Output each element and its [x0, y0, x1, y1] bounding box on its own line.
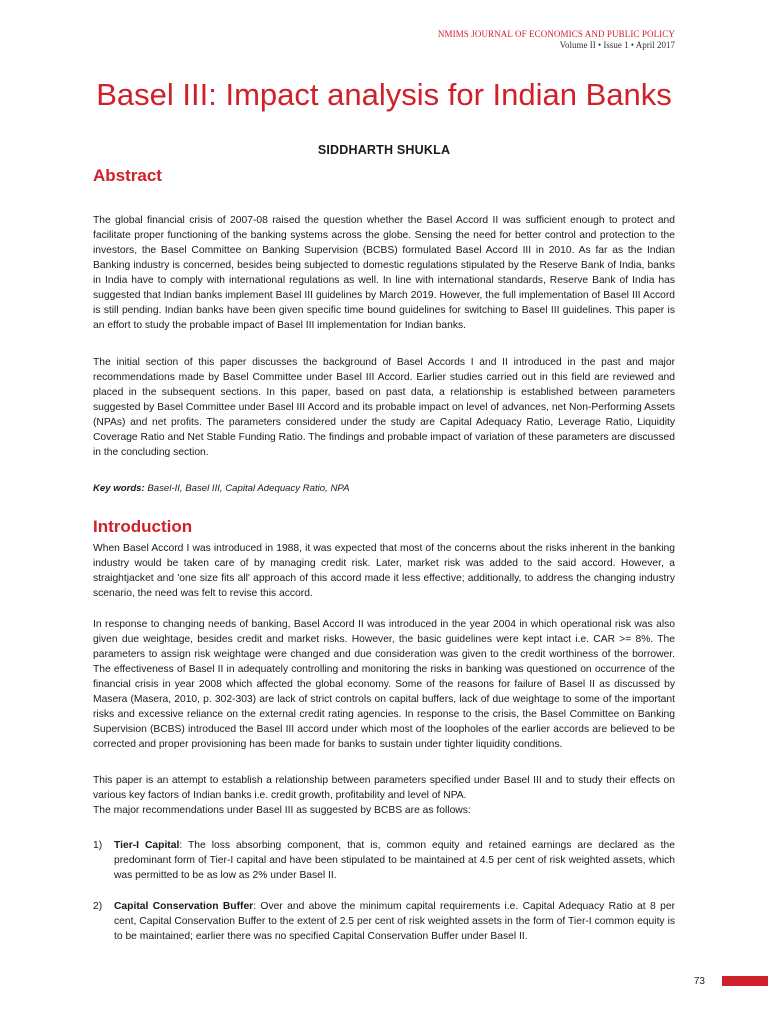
- list-item: [93, 899, 675, 944]
- abstract-section: [93, 166, 675, 186]
- list-item-text: : Over and above the minimum capital requirements i.e. Capital Adequacy Ratio at 8 per cent, Capital Conservation Buffer to the extent of 2.5 per cent of risk weighted assets in the form of Tier-I common equity is to be maintained; earlier there was no specified Capital Conservation Buffer under Basel II.: [114, 901, 675, 942]
- abstract-paragraph-2-container: [93, 355, 675, 460]
- abstract-paragraph: The initial section of this paper discusses the background of Basel Accords I and II introduced in the past and major recommendations made by Basel Committee under Basel III Accord. Earlier studies carried out in this field are reviewed and placed in the subsequent sections. In this paper, based on past data, a relationship is established between parameters suggested by Basel Committee under Basel III Accord and its probable impact on level of advances, net Non-Performing Assets (NPAs) and net profits. The parameters considered under the study are Capital Adequacy Ratio, Leverage Ratio, Liquidity Coverage Ratio and Net Stable Funding Ratio. The findings and probable impact of variation of these parameters are discussed in the concluding section.: [93, 357, 675, 458]
- journal-header: [438, 29, 675, 50]
- list-item-term: Capital Conservation Buffer: [114, 901, 254, 912]
- abstract-paragraph: The global financial crisis of 2007-08 raised the question whether the Basel Accord II was sufficient enough to protect and facilitate proper functioning of the banking systems across the globe. Sensing the need for better control and protection to the investors, the Basel Committee on Banking Supervision (BCBS) formulated Basel Accord III in 2010. As far as the Indian Banking industry is concerned, besides being subjected to domestic regulations stipulated by the Reserve Bank of India, banks in India have to comply with international regulations as well. In line with international standards, Reserve Bank of India has suggested that Indian banks implement Basel III guidelines by March 2019. However, the full implementation of Basel III Accord is still pending. Indian banks have been given specific time bound guidelines for switching to Basel III guidelines. This paper is an effort to study the probable impact of Basel III implementation for Indian banks.: [93, 215, 675, 331]
- paper-title: Basel III: Impact analysis for Indian Banks: [96, 77, 672, 112]
- intro-paragraph-2-container: [93, 617, 675, 752]
- list-item-number: 1): [93, 840, 103, 851]
- journal-issue-line: Volume II • Issue 1 • April 2017: [559, 40, 675, 50]
- keywords-label: Key words:: [93, 483, 145, 494]
- introduction-section: [93, 517, 675, 537]
- abstract-paragraph-1-container: [93, 213, 675, 333]
- footer-accent-bar: [722, 976, 768, 986]
- list-item-number: 2): [93, 901, 103, 912]
- intro-paragraph-3-container: [93, 773, 675, 818]
- page-number: 73: [693, 976, 705, 987]
- intro-paragraph-1-container: [93, 541, 675, 601]
- keywords-value: Basel-II, Basel III, Capital Adequacy Ratio, NPA: [147, 483, 350, 494]
- intro-paragraph: This paper is an attempt to establish a relationship between parameters specified under Basel III and to study their effects on various key factors of Indian banks i.e. credit growth, profitability and level of NPA.: [93, 775, 675, 801]
- keywords-line: [93, 483, 675, 494]
- list-item: [93, 838, 675, 883]
- intro-paragraph: The major recommendations under Basel III as suggested by BCBS are as follows:: [93, 805, 471, 816]
- list-item-text: : The loss absorbing component, that is, common equity and retained earnings are declared as the predominant form of Tier-I capital and have been stipulated to be maintained at 4.5 per cent of risk weighted assets, which was permitted to be as low as 2% under Basel II.: [114, 840, 675, 881]
- abstract-heading: Abstract: [93, 166, 162, 185]
- intro-paragraph: In response to changing needs of banking, Basel Accord II was introduced in the year 2004 in which operational risk was also given due weightage, besides credit and market risks. However, the basic guidelines were kept intact i.e. CAR >= 8%. The parameters to assign risk weightage were changed and due consideration was given to the credit worthiness of the borrower. The effectiveness of Basel II in adequately controlling and monitoring the risks in banking was questioned on occurrence of the financial crisis in year 2008 which affected the global economy. Some of the reasons for failure of Basel II as discussed by Masera (Masera, 2010, p. 302-303) are lack of strict controls on capital buffers, lack of due weightage to some of the important risks and excessive reliance on the external credit rating agencies. In response to the crisis, the Basel Committee on Banking Supervision (BCBS) introduced the Basel III accord under which most of the loopholes of the earlier accords are believed to be corrected and proper provisioning has been made for banks to sustain under tighter liquidity conditions.: [93, 619, 675, 750]
- introduction-heading: Introduction: [93, 517, 193, 536]
- author-name: SIDDHARTH SHUKLA: [317, 143, 451, 157]
- list-item-term: Tier-I Capital: [114, 840, 180, 851]
- intro-paragraph: When Basel Accord I was introduced in 1988, it was expected that most of the concerns about the risks inherent in the banking industry would be taken care of by managing credit risk. Later, market risk was added to the said accord. However, a straightjacket and 'one size fits all' approach of this accord made it less effective; additionally, to address the changing industry scenario, the need was felt to revise this accord.: [93, 543, 675, 599]
- journal-name: NMIMS JOURNAL OF ECONOMICS AND PUBLIC POLICY: [437, 29, 675, 39]
